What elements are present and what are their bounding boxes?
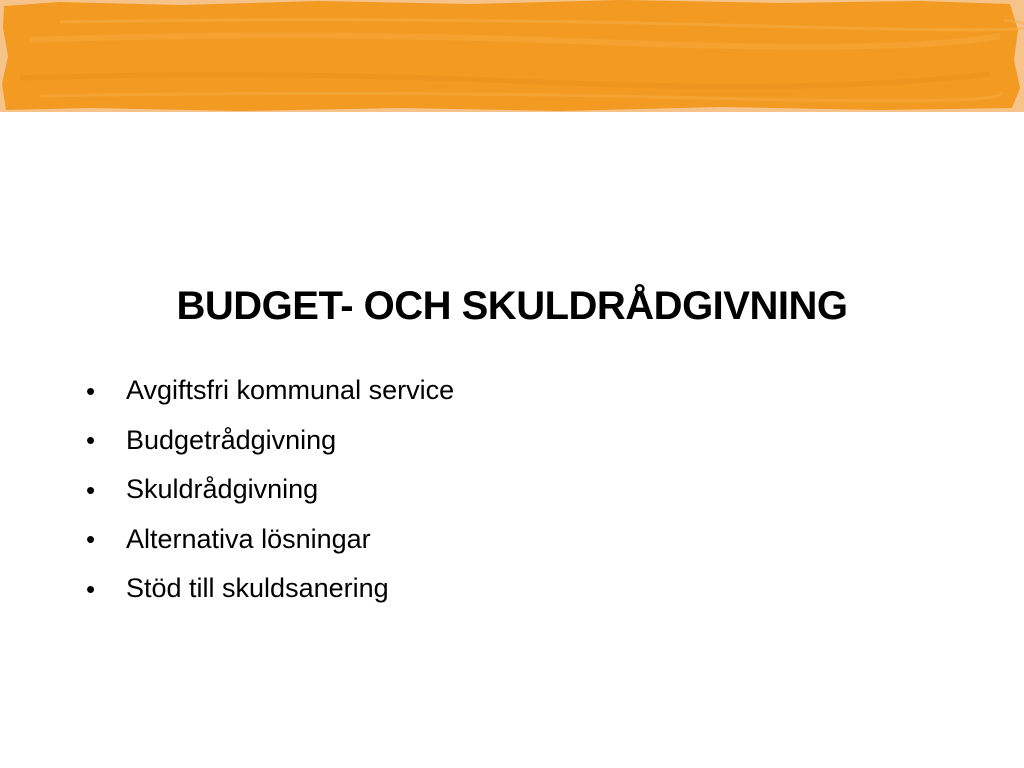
bullet-icon: • — [86, 474, 96, 505]
orange-brush-banner — [0, 0, 1024, 112]
list-item — [86, 515, 454, 565]
slide-title: BUDGET- OCH SKULDRÅDGIVNING — [176, 284, 848, 328]
bullet-list — [86, 366, 454, 614]
list-item — [86, 564, 454, 614]
brush-stroke-graphic — [0, 0, 1024, 112]
list-item-text: Skuldrådgivning — [126, 474, 319, 505]
list-item — [86, 366, 454, 416]
list-item — [86, 416, 454, 466]
bullet-icon: • — [86, 375, 96, 406]
list-item-text: Budgetrådgivning — [126, 424, 337, 455]
list-item-text: Alternativa lösningar — [126, 523, 371, 554]
list-item-text: Avgiftsfri kommunal service — [126, 375, 455, 406]
list-item — [86, 465, 454, 515]
bullet-icon: • — [86, 425, 96, 456]
list-item-text: Stöd till skuldsanering — [126, 573, 389, 604]
bullet-icon: • — [86, 573, 96, 604]
bullet-icon: • — [86, 524, 96, 555]
